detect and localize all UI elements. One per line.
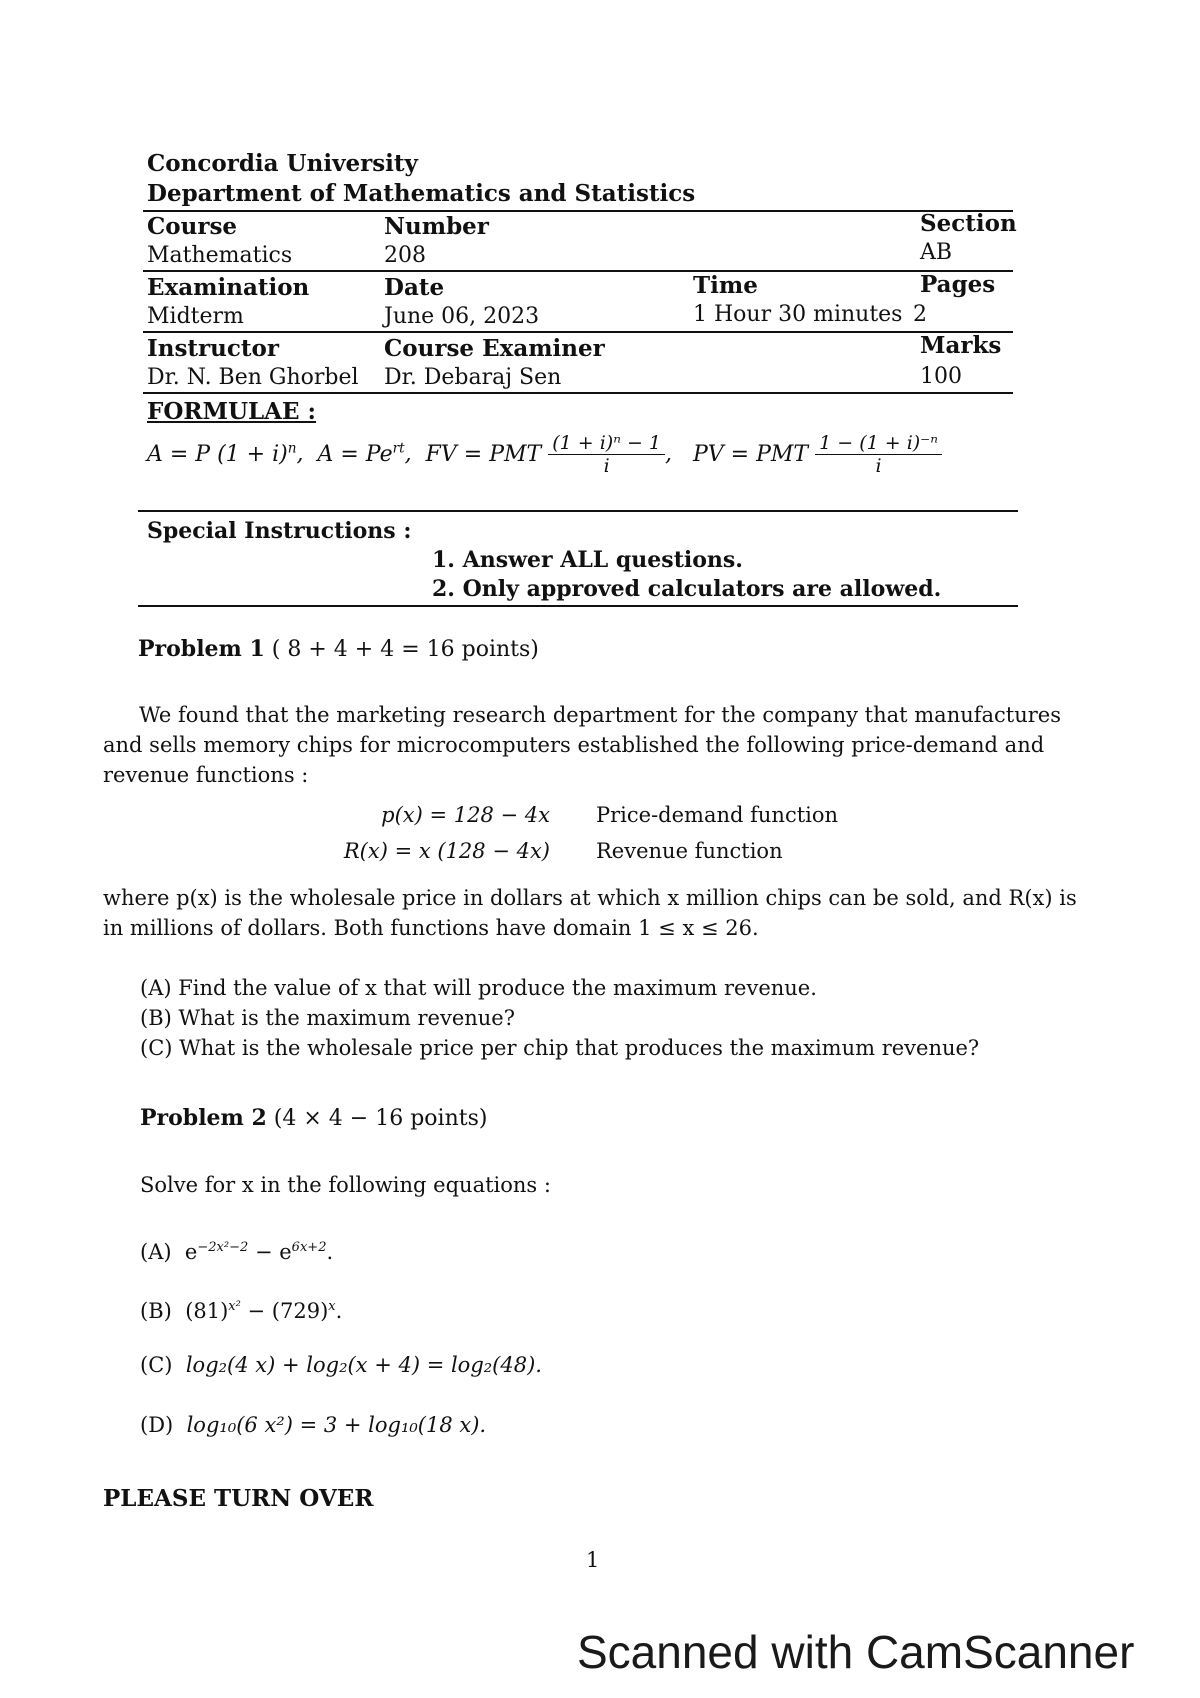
instructions-rule-bottom [138, 605, 1018, 607]
problem-1-part-a: (A) Find the value of x that will produce the maximum revenue. [140, 976, 817, 1000]
table-rule-bottom [143, 392, 1013, 394]
instructor-value: Dr. N. Ben Ghorbel [147, 365, 359, 390]
table-rule-top [143, 210, 1013, 212]
problem-1-part-c: (C) What is the wholesale price per chip that produces the maximum revenue? [140, 1036, 980, 1060]
date-value: June 06, 2023 [384, 304, 540, 329]
table-rule-row3 [143, 331, 1013, 333]
marks-value: 100 [920, 364, 962, 389]
marks-label: Marks [920, 332, 1002, 359]
instructions-rule-top [138, 510, 1018, 512]
problem-2-part-c: (C) log₂(4 x) + log₂(x + 4) = log₂(48). [140, 1353, 542, 1377]
pages-label: Pages [920, 271, 996, 298]
number-label: Number [384, 213, 489, 240]
section-value: AB [920, 240, 953, 265]
problem-2-title: Problem 2 [140, 1105, 267, 1131]
time-value: 1 Hour 30 minutes [693, 302, 903, 327]
revenue-label: Revenue function [596, 839, 783, 863]
department-name: Department of Mathematics and Statistics [147, 180, 696, 207]
price-demand-label: Price-demand function [596, 803, 839, 827]
course-value: Mathematics [147, 243, 293, 268]
problem-2-part-a: (A) $e^{-2x^2-2} - e^{6x+2}$. [140, 1240, 334, 1264]
formula-future-value: FV = PMT $\frac{\text{(1 + i)ⁿ − 1}}{i}$ [426, 442, 665, 467]
problem-1-part-b: (B) What is the maximum revenue? [140, 1006, 515, 1030]
formulae-line: A = P $(1 + i)^n$, $A = Pe^{rt}$, FV = PMT $\frac{\text{(1 + i)ⁿ − 1}}{i}$ , PV = PMT $\frac{\text{1 − (1 + i)⁻ⁿ}}{i}$ [147, 432, 942, 477]
page-number: 1 [586, 1548, 600, 1572]
problem-2-intro: Solve for x in the following equations : [140, 1173, 551, 1197]
formula-continuous: $A = Pe^{rt}$ [317, 440, 405, 467]
problem-1-domain-text: where p(x) is the wholesale price in dollars at which x million chips can be sold, and R(x) is in millions of dollars. Both functions have domain 1 ≤ x ≤ 26. [103, 886, 1077, 940]
course-examiner-value: Dr. Debaraj Sen [384, 365, 562, 390]
problem-2-part-d: (D) log₁₀(6 x²) = 3 + log₁₀(18 x). [140, 1413, 487, 1437]
examination-value: Midterm [147, 304, 244, 329]
course-examiner-label: Course Examiner [384, 335, 605, 362]
number-value: 208 [384, 243, 426, 268]
problem-1-title: Problem 1 [138, 636, 265, 662]
camscanner-watermark: Scanned with CamScanner [577, 1626, 1135, 1678]
instruction-item-1: 1. Answer ALL questions. [432, 547, 743, 573]
date-label: Date [384, 274, 445, 301]
problem-2-part-b: (B) $(81)^{x^2} - (729)^x$. [140, 1299, 343, 1323]
section-label: Section [920, 210, 1017, 237]
course-label: Course [147, 213, 238, 240]
problem-2-heading [140, 1105, 487, 1131]
university-name: Concordia University [147, 150, 418, 177]
instruction-item-2: 2. Only approved calculators are allowed. [432, 576, 942, 602]
instructor-label: Instructor [147, 335, 279, 362]
formula-present-value: PV = PMT $\frac{\text{1 − (1 + i)⁻ⁿ}}{i}$ [693, 442, 942, 467]
examination-label: Examination [147, 274, 310, 301]
problem-1-points: ( 8 + 4 + 4 = 16 points) [271, 637, 539, 662]
formulae-label: FORMULAE : [147, 398, 317, 425]
problem-1-intro: We found that the marketing research department for the company that manufactures and sells memory chips for microcomputers established the following price-demand and revenue functions : [103, 703, 1062, 787]
time-label: Time [693, 272, 758, 299]
revenue-equation: R(x) = x (128 − 4x) [343, 839, 550, 863]
special-instructions-label: Special Instructions : [147, 518, 412, 544]
price-demand-equation: p(x) = 128 − 4x [381, 803, 550, 827]
problem-1-heading [138, 636, 539, 662]
table-rule-row2 [143, 270, 1013, 272]
problem-2-points: (4 × 4 − 16 points) [273, 1106, 488, 1131]
pages-value: 2 [913, 302, 927, 327]
formula-compound: A = P $(1 + i)^n$ [147, 440, 297, 467]
please-turn-over: PLEASE TURN OVER [103, 1485, 374, 1512]
